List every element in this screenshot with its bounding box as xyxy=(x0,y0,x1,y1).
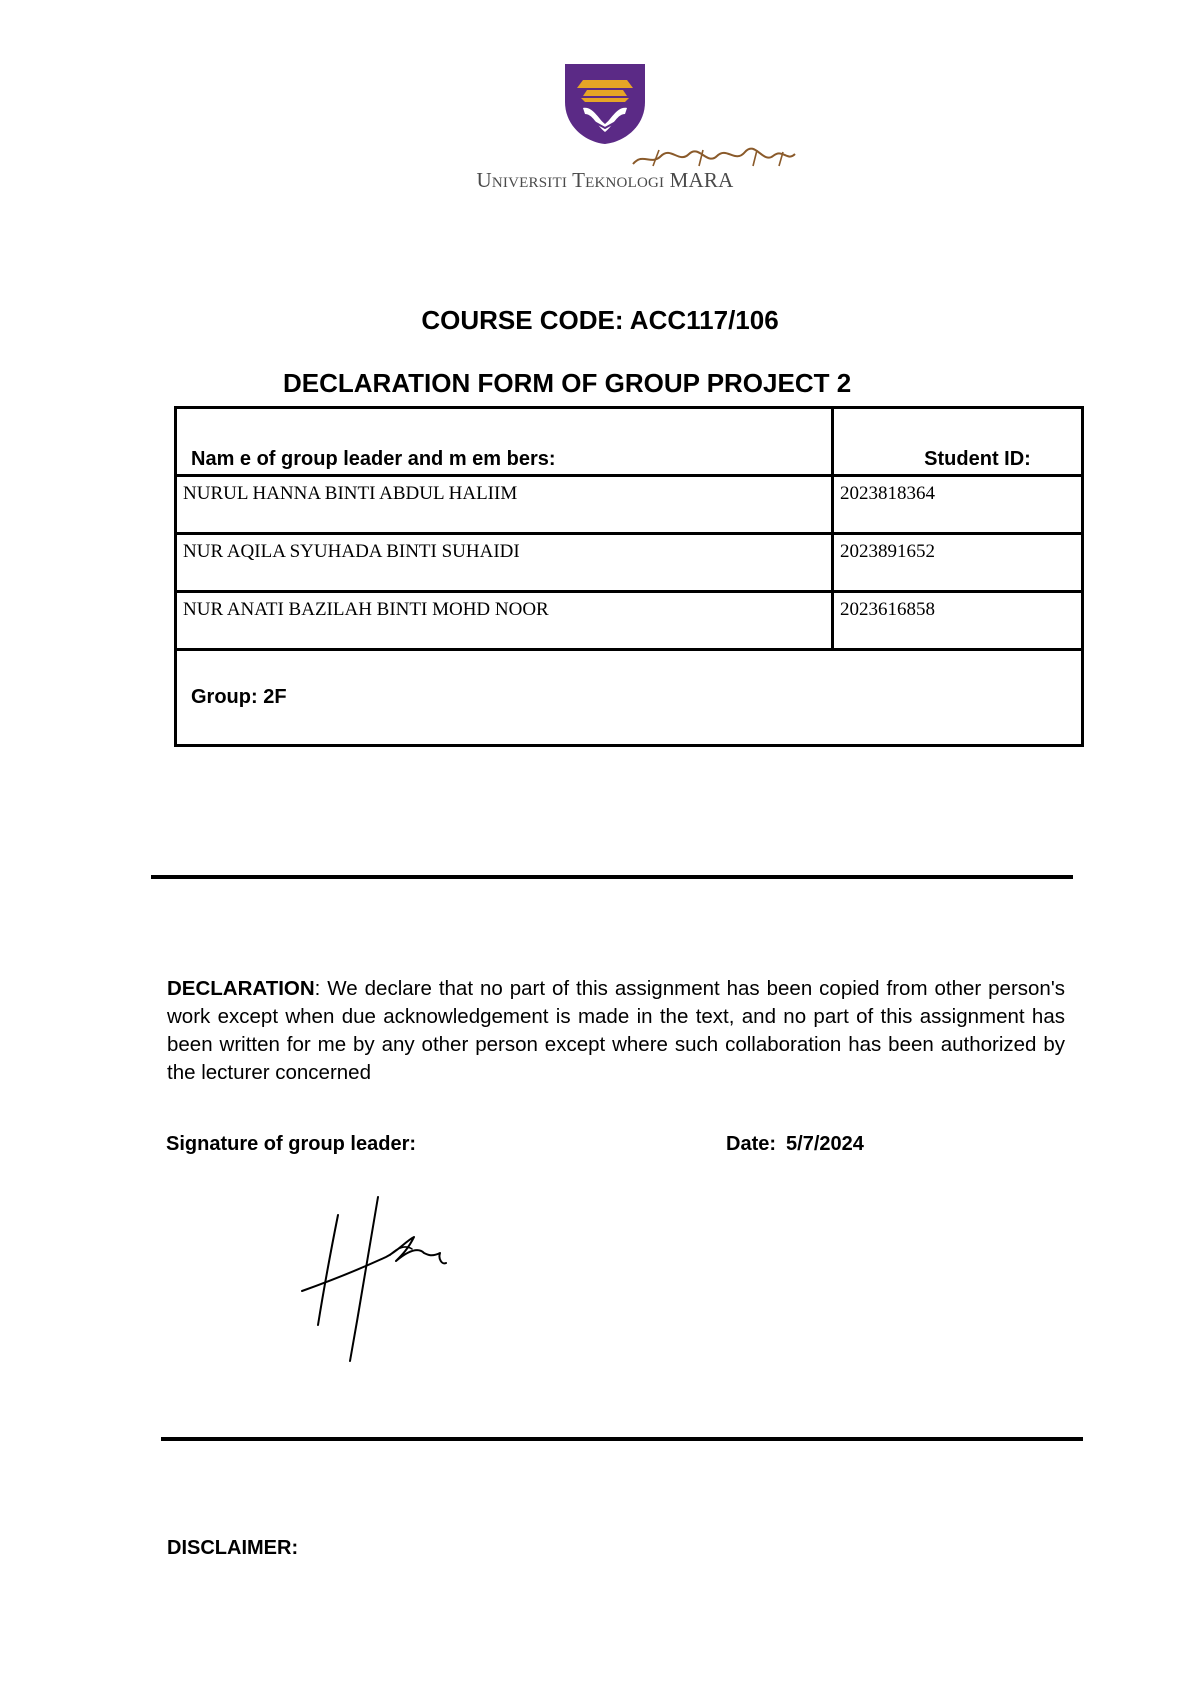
member-student-id: 2023891652 xyxy=(833,534,1083,592)
declaration-lead: DECLARATION xyxy=(167,977,315,1000)
member-name: NUR AQILA SYUHADA BINTI SUHAIDI xyxy=(176,534,833,592)
member-name: NURUL HANNA BINTI ABDUL HALIIM xyxy=(176,476,833,534)
divider xyxy=(161,1437,1083,1441)
member-student-id: 2023616858 xyxy=(833,592,1083,650)
uitm-logo xyxy=(455,60,755,200)
date-value: 5/7/2024 xyxy=(786,1133,864,1155)
course-code-heading: COURSE CODE: ACC117/106 xyxy=(421,305,779,335)
form-title: DECLARATION FORM OF GROUP PROJECT 2 xyxy=(283,368,852,398)
table-header-row xyxy=(176,408,1083,476)
group-row xyxy=(176,650,1083,746)
date-field xyxy=(726,1133,864,1156)
divider xyxy=(151,875,1073,879)
date-label: Date: xyxy=(726,1133,777,1155)
group-label: Group: 2F xyxy=(176,650,1083,746)
member-student-id: 2023818364 xyxy=(833,476,1083,534)
uitm-crest-icon xyxy=(563,62,647,146)
university-name: Universiti Teknologi MARA xyxy=(476,168,734,192)
table-row xyxy=(176,592,1083,650)
handwritten-signature xyxy=(290,1195,460,1375)
name-column-header: Nam e of group leader and m em bers: xyxy=(176,408,833,476)
declaration-body: : We declare that no part of this assignment has been copied from other person's work except when due acknowledgement is made in the text, and no part of this assignment has been written for me by any other person except where such collaboration has been authorized by the lecturer concerned xyxy=(167,977,1065,1084)
table-row xyxy=(176,476,1083,534)
member-name: NUR ANATI BAZILAH BINTI MOHD NOOR xyxy=(176,592,833,650)
student-id-column-header: Student ID: xyxy=(833,408,1083,476)
arabic-university-name xyxy=(495,144,715,168)
table-row xyxy=(176,534,1083,592)
members-table xyxy=(174,406,1084,747)
declaration-statement xyxy=(167,975,1065,1087)
disclaimer-heading: DISCLAIMER: xyxy=(167,1537,299,1559)
signature-label: Signature of group leader: xyxy=(166,1133,417,1155)
